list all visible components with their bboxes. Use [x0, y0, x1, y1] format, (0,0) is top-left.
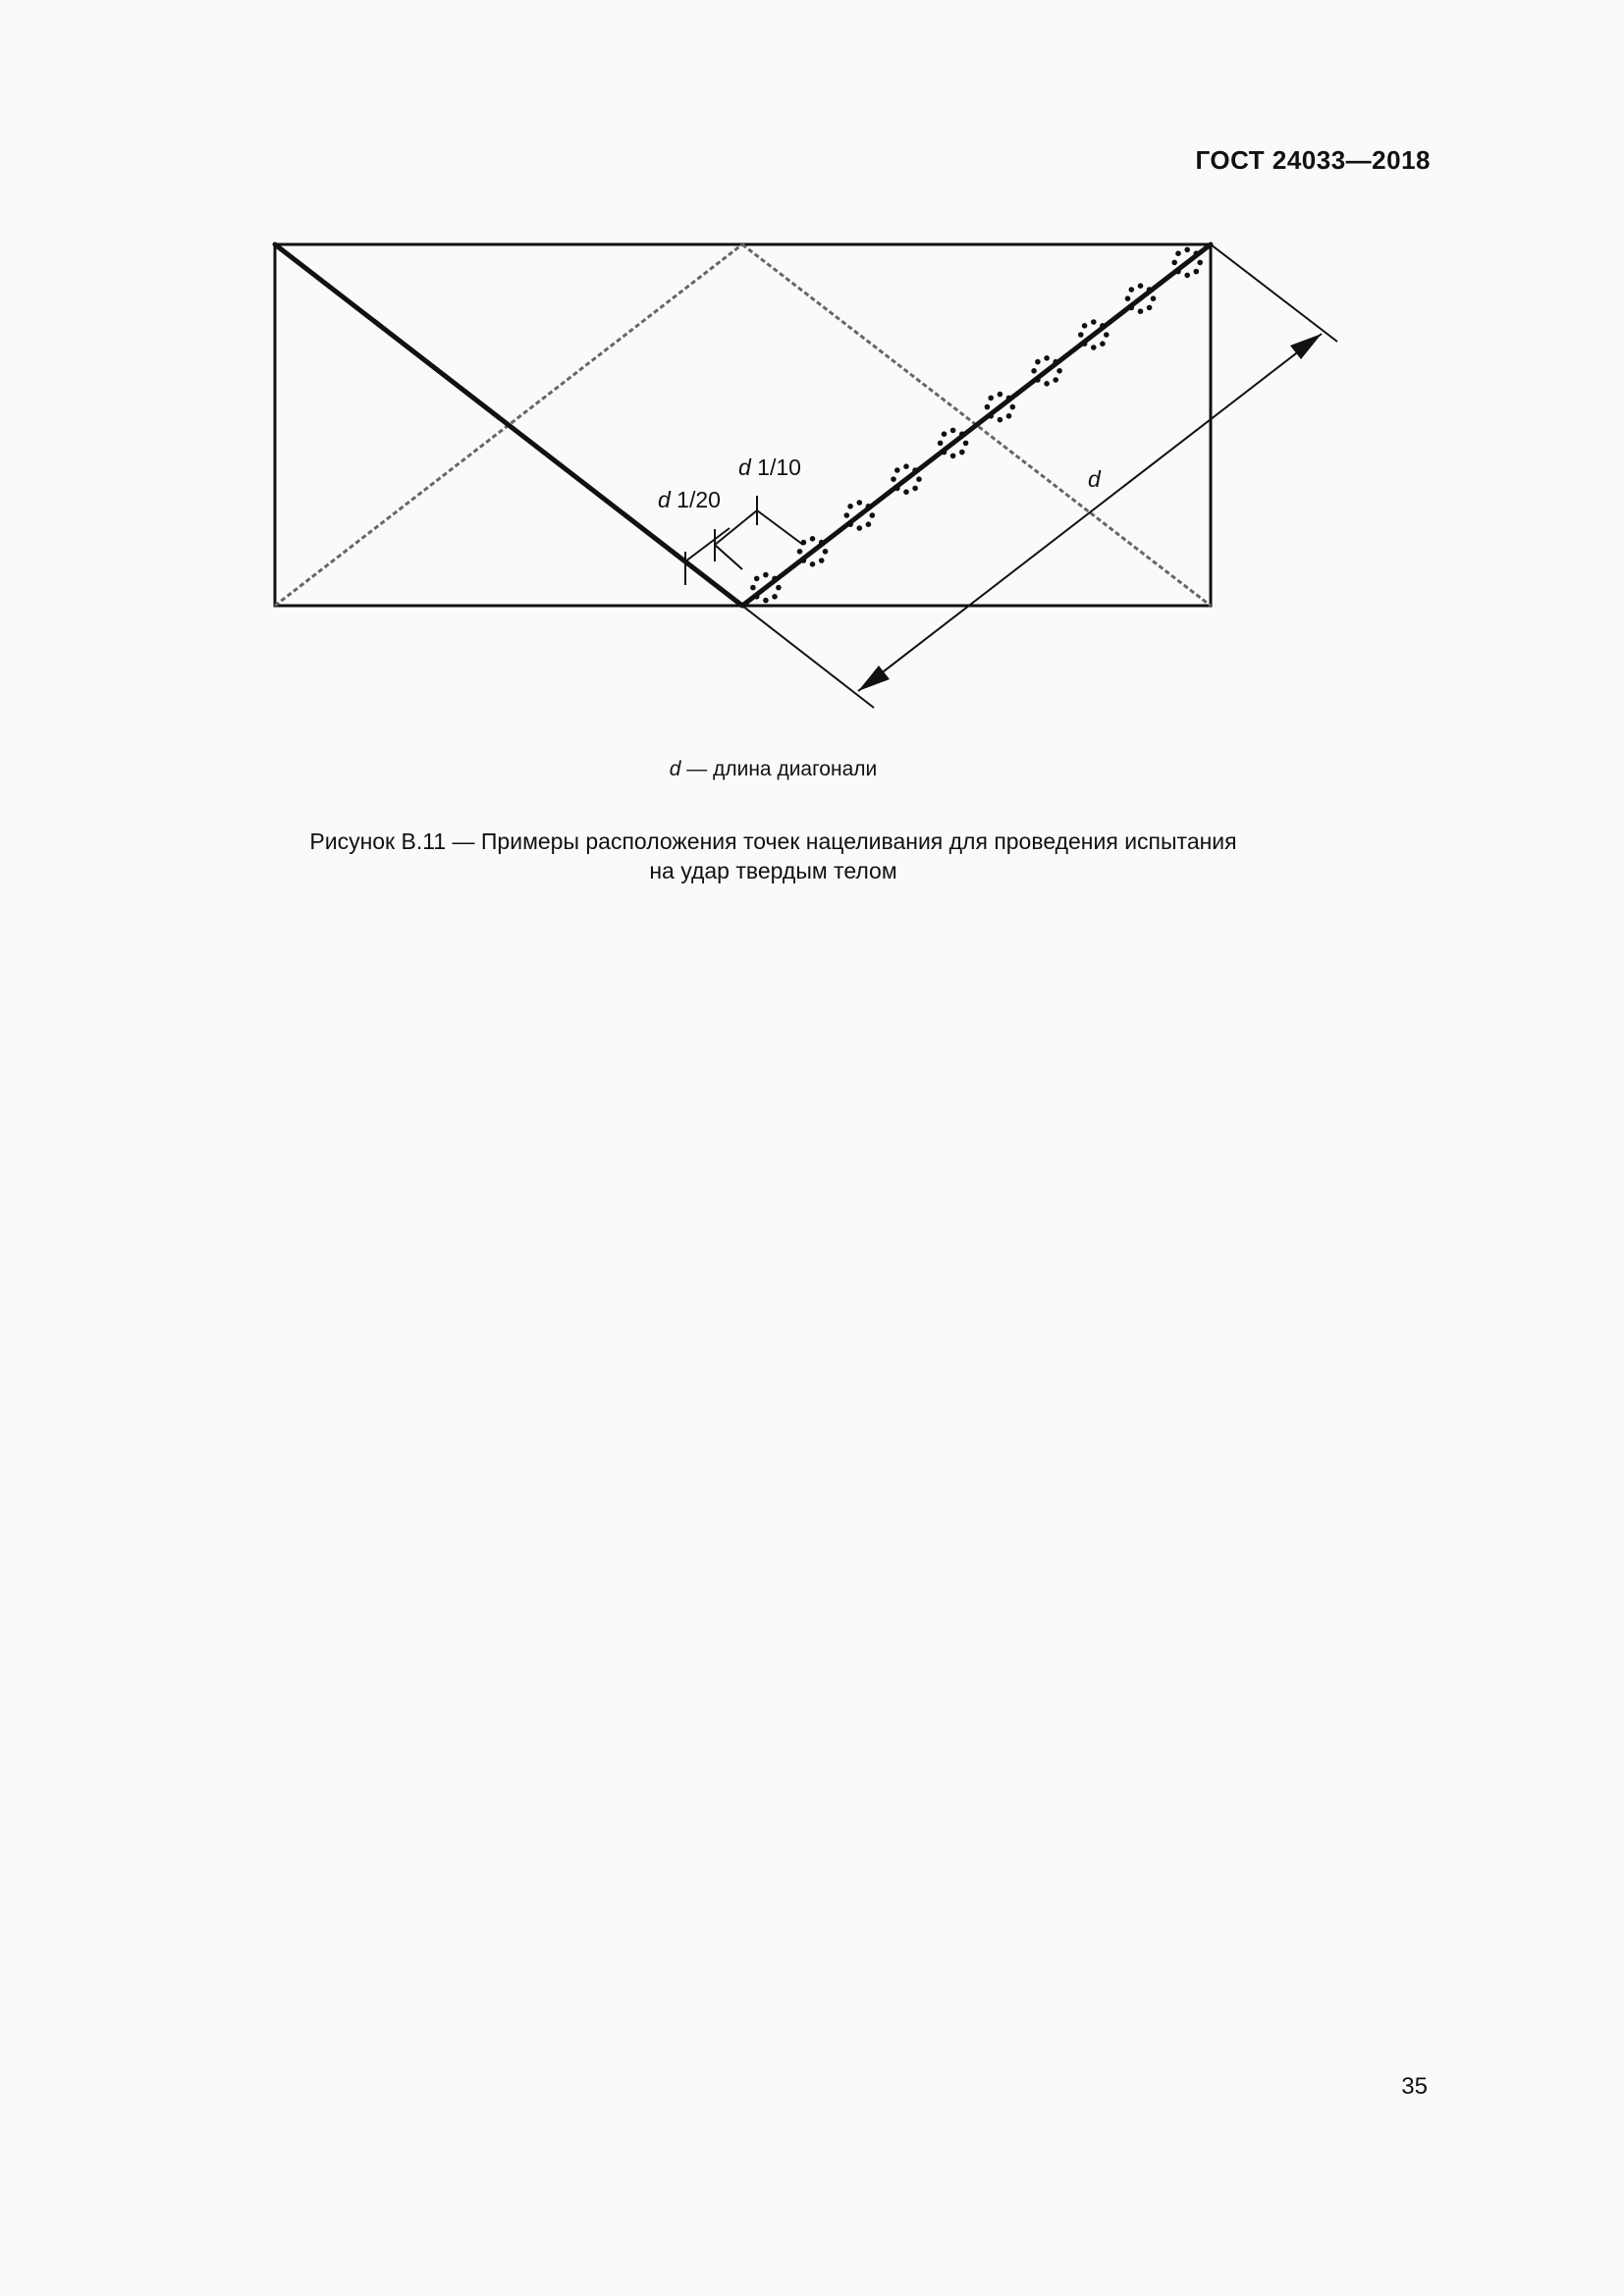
label-d-tenth: d 1/10 — [738, 454, 801, 480]
page-number: 35 — [1401, 2073, 1428, 2100]
caption-line-2: на удар твердым телом — [649, 858, 897, 883]
document-header: ГОСТ 24033—2018 — [1195, 145, 1431, 175]
caption-line-1: Рисунок В.11 — Примеры расположения точек нацеливания для проведения испытания — [309, 828, 1237, 854]
panel-outline — [275, 244, 1211, 606]
dashed-diamond — [275, 244, 1211, 606]
legend-symbol: d — [669, 758, 681, 780]
figure-caption — [0, 827, 1546, 885]
figure-diagram — [0, 0, 1624, 785]
legend-text: — длина диагонали — [680, 758, 878, 780]
diagonal-path — [275, 244, 1211, 606]
label-d-twentieth: d 1/20 — [658, 487, 721, 512]
label-d: d — [1088, 466, 1101, 492]
legend — [0, 758, 1546, 781]
